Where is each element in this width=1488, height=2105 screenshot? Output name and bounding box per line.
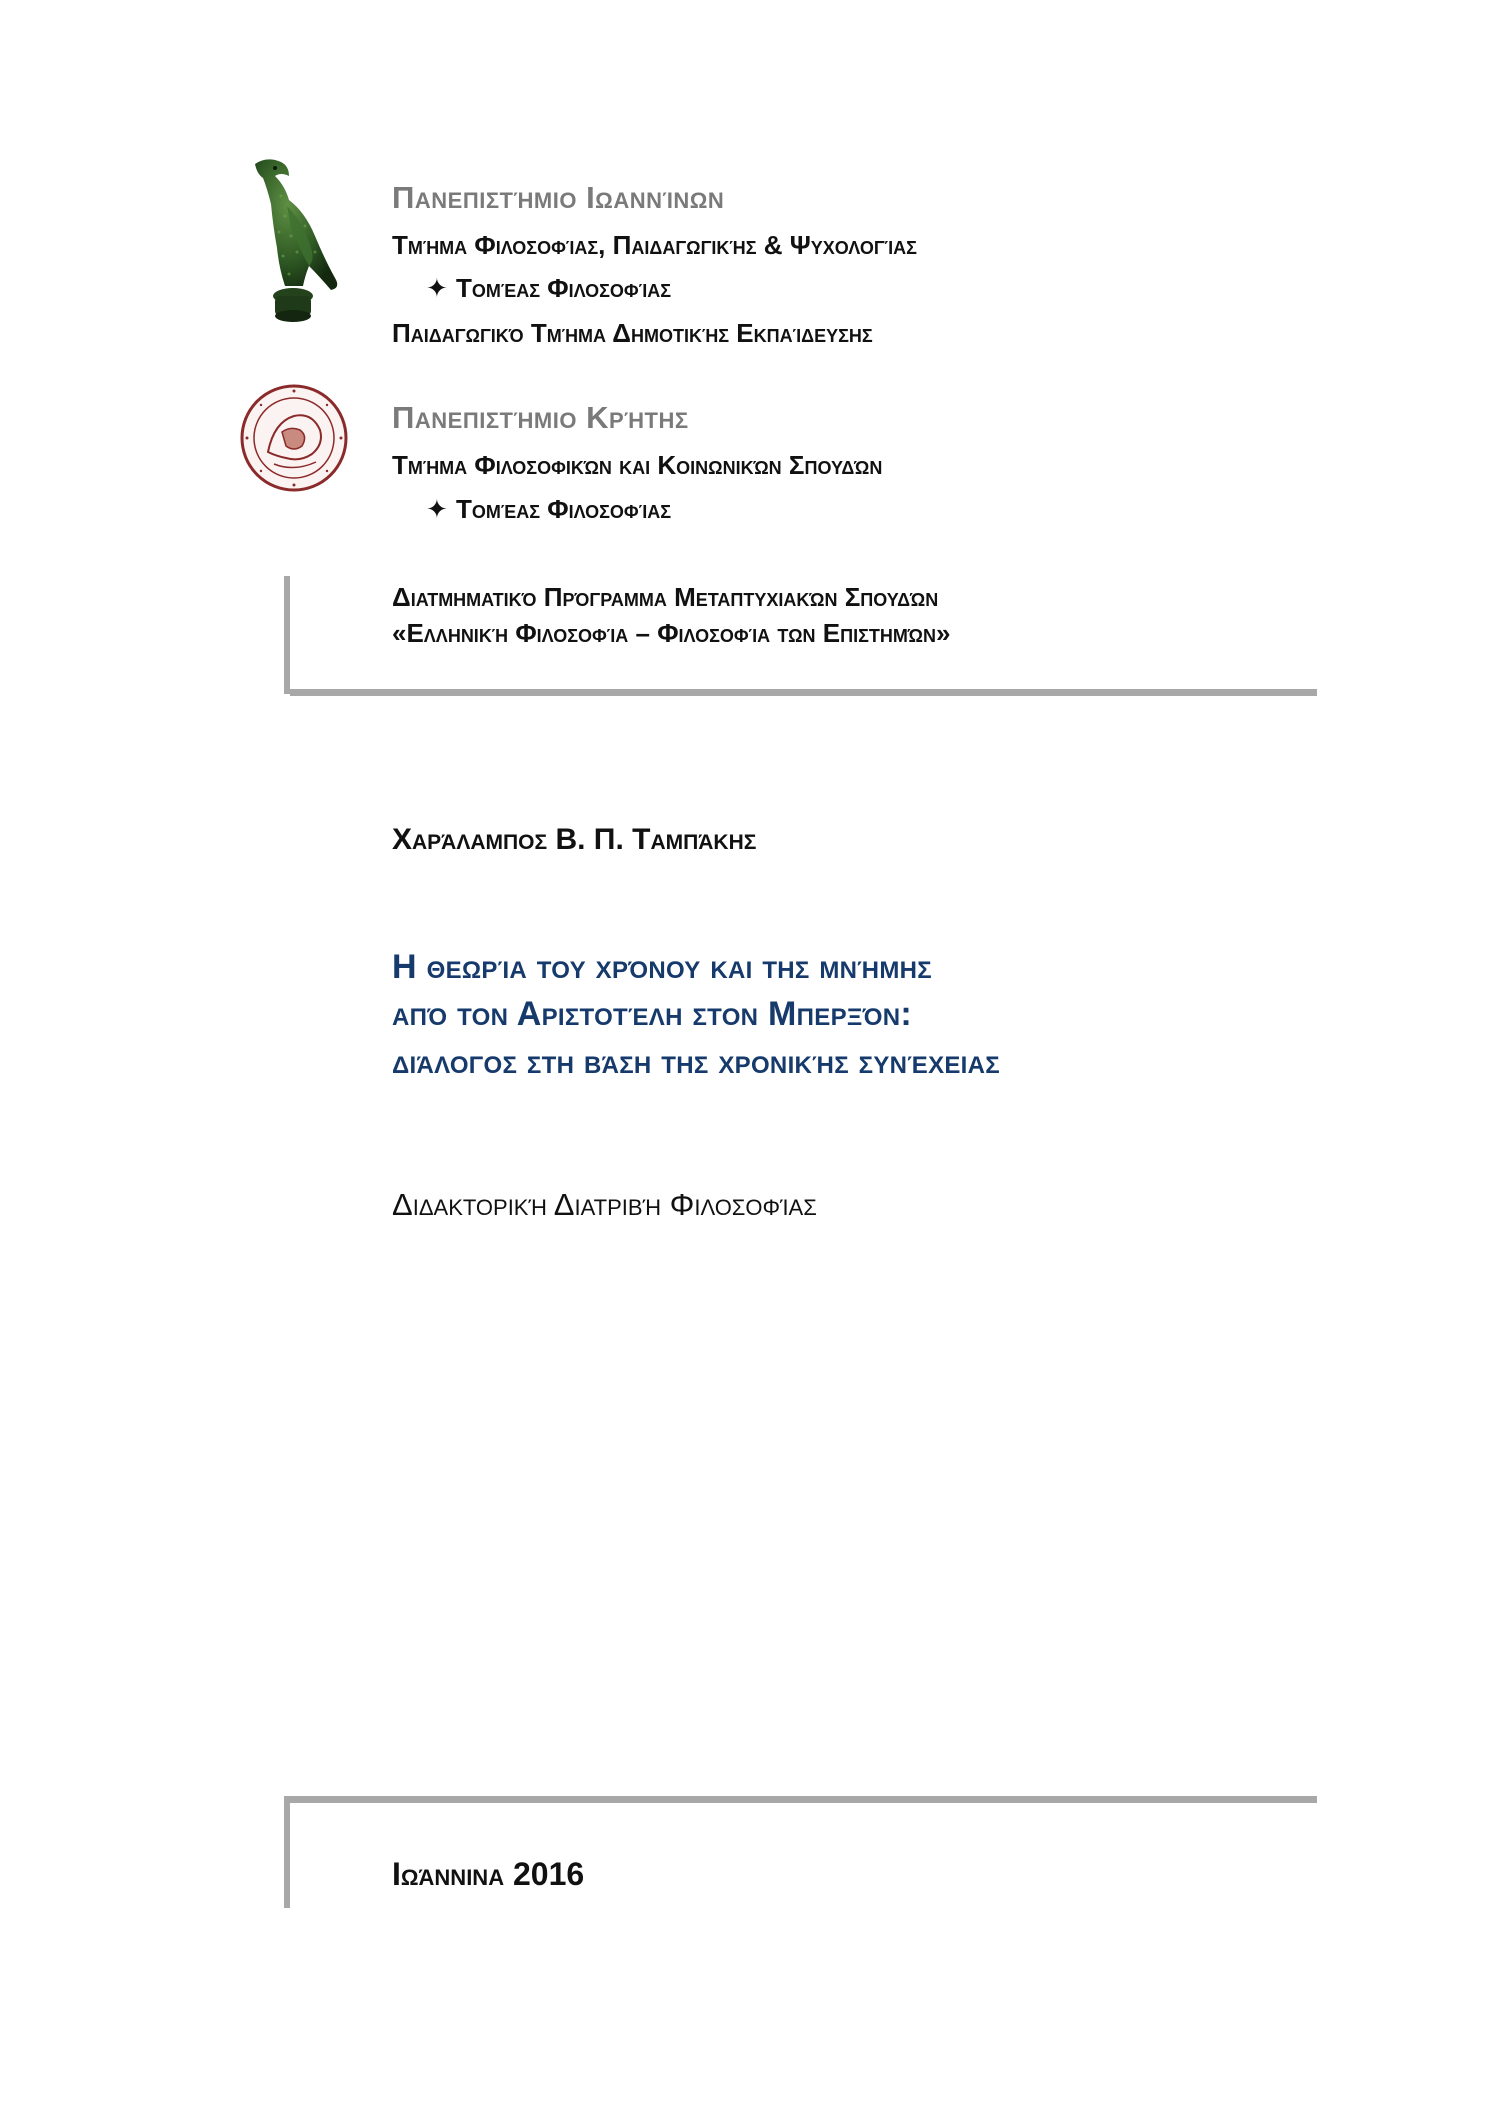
- thesis-title-line-1: Η θεωρία του χρόνου και της μνήμης: [392, 948, 932, 986]
- program-box-left-rule: [284, 576, 290, 694]
- program-box-bottom-rule: [290, 689, 1317, 696]
- author-name: Χαράλαμπος Β. Π. Ταμπάκης: [392, 823, 757, 856]
- department-philosophy-pedagogy-psychology: Τμήμα Φιλοσοφίας, Παιδαγωγικής & Ψυχολογίας: [392, 230, 917, 260]
- sector-philosophy-crete: [426, 494, 671, 525]
- crete-seal-logo: [238, 382, 350, 494]
- place-and-year: Ιωάννινα 2016: [392, 1856, 585, 1892]
- program-line-1: Διατμηματικό Πρόγραμμα Μεταπτυχιακών Σπουδών: [392, 582, 939, 612]
- university-ioannina-name: Πανεπιστήμιο Ιωαννίνων: [392, 180, 725, 215]
- bottom-box-left-rule: [284, 1796, 290, 1908]
- university-crete-name: Πανεπιστήμιο Κρήτης: [392, 400, 689, 435]
- sector-label: Τομέας Φιλοσοφίας: [456, 494, 672, 524]
- department-primary-education: Παιδαγωγικό Τμήμα Δημοτικής Εκπαίδευσης: [392, 318, 873, 348]
- bottom-box-top-rule: [284, 1796, 1317, 1803]
- sector-label: Τομέας Φιλοσοφίας: [456, 273, 672, 303]
- thesis-type: Διδακτορική Διατριβή Φιλοσοφίας: [392, 1187, 817, 1222]
- eagle-logo: [245, 156, 355, 324]
- star-bullet-icon: ✦: [426, 273, 448, 303]
- sector-philosophy-ioannina: [426, 273, 671, 304]
- star-bullet-icon: ✦: [426, 494, 448, 524]
- department-philosophical-social-studies: Τμήμα Φιλοσοφικών και Κοινωνικών Σπουδών: [392, 450, 883, 480]
- thesis-title-line-3: διάλογος στη βάση της χρονικής συνέχειας: [392, 1043, 1000, 1081]
- program-line-2: «Ελληνική Φιλοσοφία – Φιλοσοφία των Επιστημών»: [392, 618, 951, 648]
- thesis-title-line-2: από τον Αριστοτέλη στον Μπερξόν:: [392, 995, 912, 1033]
